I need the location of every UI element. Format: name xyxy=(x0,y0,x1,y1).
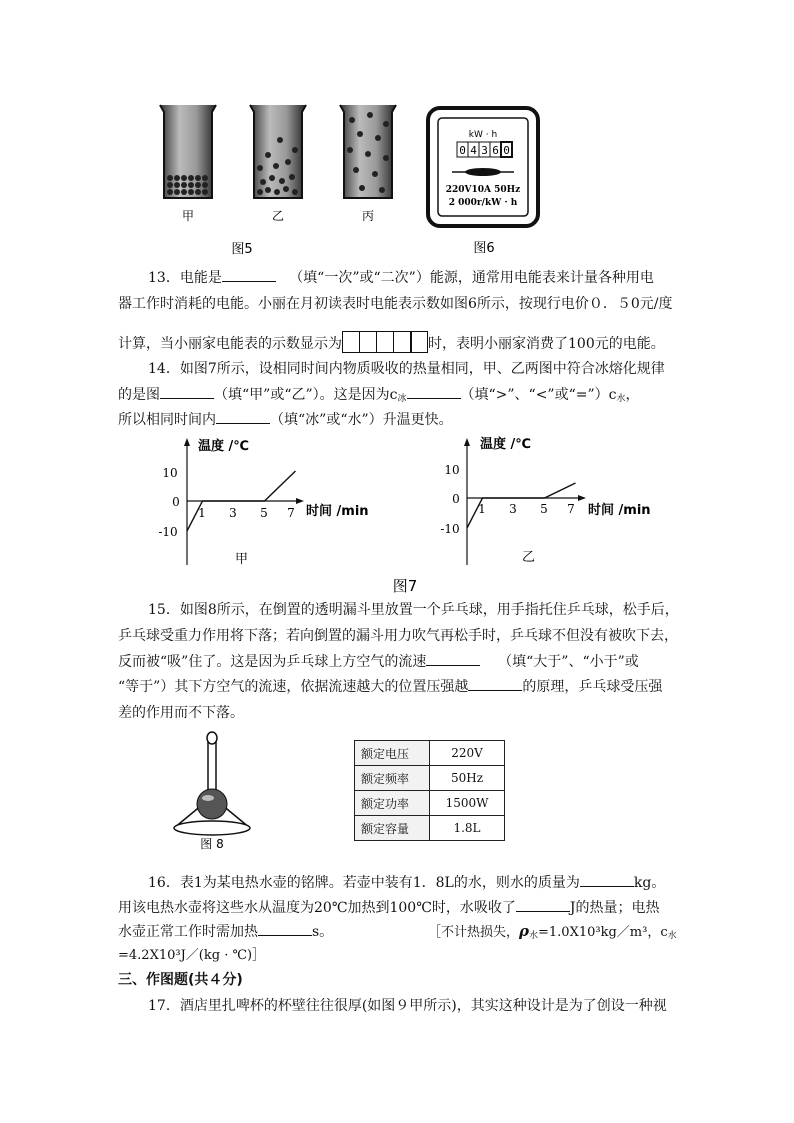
q15-line3 xyxy=(118,651,639,671)
meter-digit-5: 0 xyxy=(503,144,510,157)
kettle-nameplate-table xyxy=(354,740,505,841)
q14-line2 xyxy=(118,384,640,404)
q14-blank-3[interactable] xyxy=(216,409,270,424)
q16-text-g: ［不计热损失， xyxy=(428,925,520,940)
q13-text-b: （填“一次”或“二次”）能源，通常用电能表来计量各种用电 xyxy=(289,270,654,286)
q15-line4 xyxy=(118,676,662,696)
meter-digit-3: 3 xyxy=(481,144,488,157)
table-row xyxy=(355,766,505,791)
yi-ytick-10: 10 xyxy=(444,463,460,477)
q16-text-a: 16．表1为某电热水壶的铭牌。若壶中装有1．8L的水，则水的质量为 xyxy=(148,875,580,891)
jia-ylabel: 温度 /℃ xyxy=(198,439,250,454)
meter-digits xyxy=(457,142,512,157)
c-sub: 水 xyxy=(667,931,677,941)
section-3-heading: 三、作图题(共４分) xyxy=(118,972,243,988)
q13-text-a: 13．电能是 xyxy=(148,270,222,286)
q13-line2: 器工作时消耗的电能。小丽在月初读表时电能表示数如图6所示，按现行电价０．５0元/度 xyxy=(118,296,673,312)
q14-blank-1[interactable] xyxy=(160,384,214,399)
yi-y-arrow xyxy=(464,438,470,446)
chart-jia xyxy=(158,438,368,567)
q13-text-d: 时，表明小丽家消费了100元的电能。 xyxy=(428,336,665,352)
q16-blank-2[interactable] xyxy=(516,897,570,912)
q14-sub-water: 水 xyxy=(616,394,626,404)
q15-text-b: （填“大于”、“小于”或 xyxy=(498,654,639,670)
q14-blank-2[interactable] xyxy=(407,384,461,399)
yi-xtick-1: 1 xyxy=(478,502,486,516)
q16-text-h: =1.0X10³kg／m³，c xyxy=(538,925,668,940)
meter-digit-4: 6 xyxy=(492,144,499,157)
jia-ytick-m10: -10 xyxy=(158,525,178,539)
beakers-illustration xyxy=(150,100,420,260)
q14-text-c: （填“>”、“<”或“=”）c xyxy=(460,387,617,403)
table-value: 50Hz xyxy=(430,766,505,791)
yi-ytick-0: 0 xyxy=(452,492,460,506)
chart-yi xyxy=(440,436,650,565)
jia-xtick-3: 3 xyxy=(229,506,237,520)
q14-text-f: （填“冰”或“水”）升温更快。 xyxy=(270,412,453,428)
q14-text-a: 的是图 xyxy=(118,387,160,403)
jia-label: 甲 xyxy=(235,552,249,567)
q16-line2 xyxy=(118,897,659,917)
q15-text-d: 的原理，乒乓球受压强 xyxy=(522,679,663,695)
table-key: 额定电压 xyxy=(355,741,430,766)
meter-spec-2: 2 000r/kW · h xyxy=(448,198,518,208)
q16-blank-3[interactable] xyxy=(258,921,312,936)
q16-text-f: s。 xyxy=(312,924,334,940)
figure-7 xyxy=(150,430,670,600)
jia-xtick-1: 1 xyxy=(198,506,206,520)
table-row xyxy=(355,816,505,841)
q13-line1 xyxy=(148,267,654,287)
q16-constants xyxy=(428,921,677,941)
q14-line1: 14．如图7所示，设相同时间内物质吸收的热量相同，甲、乙两图中符合冰熔化规律 xyxy=(148,361,665,377)
meter-digit-1: 0 xyxy=(459,144,466,157)
yi-xtick-7: 7 xyxy=(567,502,575,516)
table-row xyxy=(355,741,505,766)
q14-sub-ice: 冰 xyxy=(397,394,407,404)
fig5-caption: 图5 xyxy=(231,242,253,257)
figure-8 xyxy=(170,726,280,856)
q13-text-c: 计算，当小丽家电能表的示数显示为 xyxy=(118,336,342,352)
label-yi: 乙 xyxy=(271,209,285,223)
yi-label: 乙 xyxy=(522,550,536,565)
jia-xtick-5: 5 xyxy=(260,506,268,520)
jia-xtick-7: 7 xyxy=(287,506,295,520)
table-key: 额定功率 xyxy=(355,791,430,816)
q15-blank-1[interactable] xyxy=(426,651,480,666)
q14-text-b: （填“甲”或“乙”）。这是因为c xyxy=(214,387,398,403)
table-value: 1500W xyxy=(430,791,505,816)
jia-x-arrow xyxy=(296,498,304,504)
fig7-charts xyxy=(150,430,670,600)
q15-line2: 乒乓球受重力作用将下落；若向倒置的漏斗用力吹气再松手时，乒乓球不但没有被吹下去， xyxy=(118,628,678,644)
rho-sub: 水 xyxy=(529,931,539,941)
yi-ylabel: 温度 /℃ xyxy=(480,437,532,452)
q14-text-e: 所以相同时间内 xyxy=(118,412,216,428)
jia-xlabel: 时间 /min xyxy=(306,504,369,519)
figure-6 xyxy=(424,104,544,259)
q14-text-d: ， xyxy=(625,387,640,403)
meter-spec-1: 220V10A 50Hz xyxy=(445,185,521,195)
jia-y-arrow xyxy=(184,438,190,446)
q14-line3 xyxy=(118,409,453,429)
yi-ytick-m10: -10 xyxy=(440,522,460,536)
q15-line1: 15．如图8所示，在倒置的透明漏斗里放置一个乒乓球，用手指托住乒乓球，松手后， xyxy=(148,602,679,618)
jia-ytick-0: 0 xyxy=(172,495,180,509)
label-jia: 甲 xyxy=(181,209,195,223)
q15-text-c: “等于”）其下方空气的流速，依据流速越大的位置压强越 xyxy=(118,679,469,695)
fig8-caption: 图 8 xyxy=(200,837,224,851)
q16-text-d: J的热量；电热 xyxy=(569,900,660,916)
q16-line4: =4.2X10³J／(kg · ℃)］ xyxy=(118,948,266,963)
table-row xyxy=(355,791,505,816)
fig7-caption: 图7 xyxy=(392,577,418,595)
meter-digit-2: 4 xyxy=(470,144,477,157)
fig6-caption: 图6 xyxy=(473,241,495,256)
yi-xtick-5: 5 xyxy=(540,502,548,516)
rho-symbol: ρ xyxy=(519,922,529,940)
meter-unit: kW · h xyxy=(468,130,498,140)
yi-x-arrow xyxy=(578,495,586,501)
label-bing: 丙 xyxy=(361,209,375,223)
table-value: 1.8L xyxy=(430,816,505,841)
q15-blank-2[interactable] xyxy=(468,676,522,691)
q16-text-b: kg。 xyxy=(633,875,666,891)
q13-line3 xyxy=(118,331,665,353)
yi-xtick-3: 3 xyxy=(509,502,517,516)
q15-text-a: 反而被“吸”住了。这是因为乒乓球上方空气的流速 xyxy=(118,654,427,670)
q13-blank-1[interactable] xyxy=(222,267,276,282)
q16-text-e: 水壶正常工作时需加热 xyxy=(118,924,258,940)
q17-line1: 17．酒店里扎啤杯的杯壁往往很厚(如图９甲所示)，其实这种设计是为了创设一种视 xyxy=(148,998,667,1014)
figure-5 xyxy=(150,100,420,260)
q16-line3 xyxy=(118,921,333,941)
yi-xlabel: 时间 /min xyxy=(588,503,651,518)
table-value: 220V xyxy=(430,741,505,766)
energy-meter xyxy=(424,104,544,259)
q16-text-c: 用该电热水壶将这些水从温度为20℃加热到100℃时，水吸收了 xyxy=(118,900,516,916)
q15-line5: 差的作用而不下落。 xyxy=(118,705,244,721)
q16-line1 xyxy=(148,872,665,892)
jia-ytick-10: 10 xyxy=(162,466,178,480)
table-key: 额定频率 xyxy=(355,766,430,791)
q13-meter-display-blank[interactable] xyxy=(342,331,428,353)
q16-blank-1[interactable] xyxy=(580,872,634,887)
funnel-illustration xyxy=(170,726,280,856)
table-key: 额定容量 xyxy=(355,816,430,841)
